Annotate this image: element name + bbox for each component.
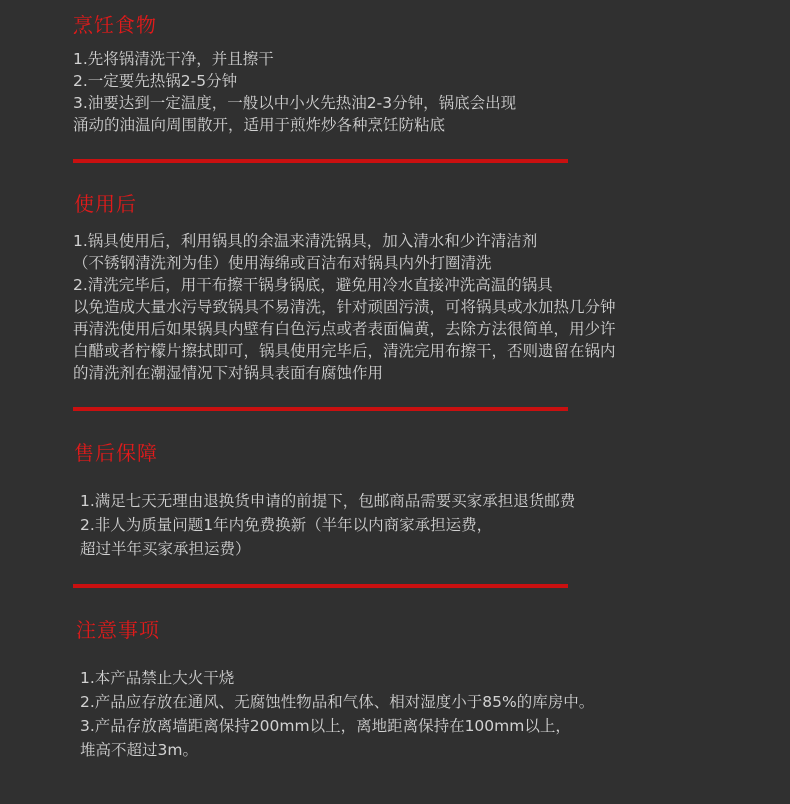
- body-line: 1.本产品禁止大火干烧: [80, 669, 235, 687]
- body-line: 1.先将锅清洗干净，并且擦干: [73, 50, 274, 68]
- body-line: 的清洗剂在潮湿情况下对锅具表面有腐蚀作用: [73, 364, 384, 382]
- section-divider: [73, 159, 568, 163]
- body-line: 再清洗使用后如果锅具内壁有白色污点或者表面偏黄，去除方法很简单，用少许: [73, 320, 616, 338]
- section-body-notes: [80, 667, 594, 763]
- body-line: 3.产品存放离墙距离保持200mm以上，离地距离保持在100mm以上，: [80, 717, 571, 735]
- body-line: 涌动的油温向周围散开，适用于煎炸炒各种烹饪防粘底: [73, 116, 446, 134]
- body-line: 2.非人为质量问题1年内免费换新（半年以内商家承担运费，: [80, 516, 493, 534]
- body-line: 以免造成大量水污导致锅具不易清洗，针对顽固污渍，可将锅具或水加热几分钟: [73, 298, 616, 316]
- section-body-after-use: [73, 230, 616, 384]
- body-line: 2.产品应存放在通风、无腐蚀性物品和气体、相对湿度小于85%的库房中。: [80, 693, 595, 711]
- body-line: 超过半年买家承担运费）: [80, 540, 251, 558]
- section-heading-notes: 注意事项: [76, 618, 160, 642]
- section-body-cooking: [73, 48, 516, 136]
- section-divider: [73, 584, 568, 588]
- body-line: 白醋或者柠檬片擦拭即可，锅具使用完毕后，清洗完用布擦干，否则遗留在锅内: [73, 342, 616, 360]
- body-line: （不锈钢清洗剂为佳）使用海绵或百洁布对锅具内外打圈清洗: [73, 254, 492, 272]
- section-heading-after-use: 使用后: [74, 192, 137, 216]
- section-heading-after-sales: 售后保障: [74, 441, 158, 465]
- body-line: 1.满足七天无理由退换货申请的前提下，包邮商品需要买家承担退货邮费: [80, 492, 576, 510]
- body-line: 1.锅具使用后，利用锅具的余温来清洗锅具，加入清水和少许清洁剂: [73, 232, 538, 250]
- body-line: 堆高不超过3m。: [80, 741, 198, 759]
- body-line: 2.清洗完毕后，用干布擦干锅身锅底，避免用冷水直接冲洗高温的锅具: [73, 276, 553, 294]
- section-heading-cooking: 烹饪食物: [73, 13, 157, 37]
- section-divider: [73, 407, 568, 411]
- section-body-after-sales: [80, 490, 575, 562]
- body-line: 3.油要达到一定温度，一般以中小火先热油2-3分钟，锅底会出现: [73, 94, 517, 112]
- body-line: 2.一定要先热锅2-5分钟: [73, 72, 238, 90]
